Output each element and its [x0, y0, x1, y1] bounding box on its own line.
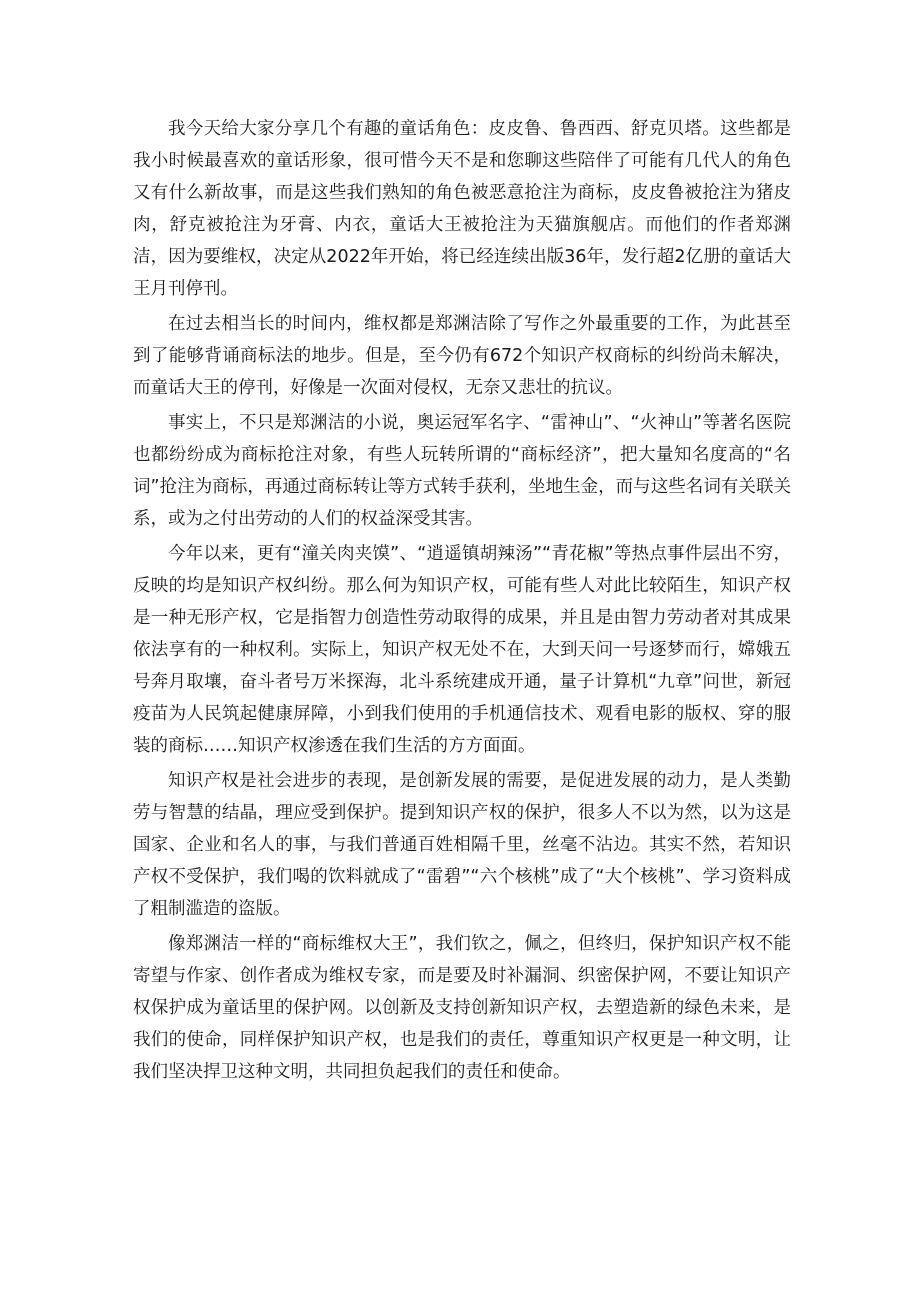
paragraph-6: 像郑渊洁一样的“商标维权大王”，我们钦之，佩之，但终归，保护知识产权不能寄望与作家、创作者成为维权专家，而是要及时补漏洞、织密保护网，不要让知识产权保护成为童话里的保护网。以创新及支持创新知识产权，去塑造新的绿色未来，是我们的使命，同样保护知识产权，也是我们的责任，尊重知识产权更是一种文明，让我们坚决捍卫这种文明，共同担负起我们的责任和使命。 — [133, 934, 791, 1082]
paragraph-5: 知识产权是社会进步的表现，是创新发展的需要，是促进发展的动力，是人类勤劳与智慧的结晶，理应受到保护。提到知识产权的保护，很多人不以为然，以为这是国家、企业和名人的事，与我们普通百姓相隔千里，丝毫不沾边。其实不然，若知识产权不受保护，我们喝的饮料就成了“雷碧”“六个核桃”成了“大个核桃”、学习资料成了粗制滥造的盗版。 — [133, 771, 791, 919]
paragraph-4: 今年以来，更有“潼关肉夹馍”、“逍遥镇胡辣汤”“青花椒”等热点事件层出不穷，反映的均是知识产权纠纷。那么何为知识产权，可能有些人对此比较陌生，知识产权是一种无形产权，它是指智力创造性劳动取得的成果，并且是由智力劳动者对其成果依法享有的一种权利。实际上，知识产权无处不在，大到天问一号逐梦而行，嫦娥五号奔月取壤，奋斗者号万米探海，北斗系统建成开通，量子计算机“九章”问世，新冠疫苗为人民筑起健康屏障，小到我们使用的手机通信技术、观看电影的版权、穿的服装的商标……知识产权渗透在我们生活的方方面面。 — [133, 544, 791, 756]
paragraph-3: 事实上，不只是郑渊洁的小说，奥运冠军名字、“雷神山”、“火神山”等著名医院也都纷纷成为商标抢注对象，有些人玩转所谓的“商标经济”，把大量知名度高的“名词”抢注为商标，再通过商标转让等方式转手获利，坐地生金，而与这些名词有关联关系，或为之付出劳动的人们的权益深受其害。 — [133, 413, 791, 529]
paragraph-2: 在过去相当长的时间内，维权都是郑渊洁除了写作之外最重要的工作，为此甚至到了能够背诵商标法的地步。但是，至今仍有672个知识产权商标的纠纷尚未解决，而童话大王的停刊，好像是一次面对侵权，无奈又悲壮的抗议。 — [133, 314, 791, 398]
article-body — [133, 113, 791, 1091]
paragraph-1: 我今天给大家分享几个有趣的童话角色：皮皮鲁、鲁西西、舒克贝塔。这些都是我小时候最喜欢的童话形象，很可惜今天不是和您聊这些陪伴了可能有几代人的角色又有什么新故事，而是这些我们熟知的角色被恶意抢注为商标，皮皮鲁被抢注为猪皮肉，舒克被抢注为牙膏、内衣，童话大王被抢注为天猫旗舰店。而他们的作者郑渊洁，因为要维权，决定从2022年开始，将已经连续出版36年，发行超2亿册的童话大王月刊停刊。 — [133, 119, 791, 299]
